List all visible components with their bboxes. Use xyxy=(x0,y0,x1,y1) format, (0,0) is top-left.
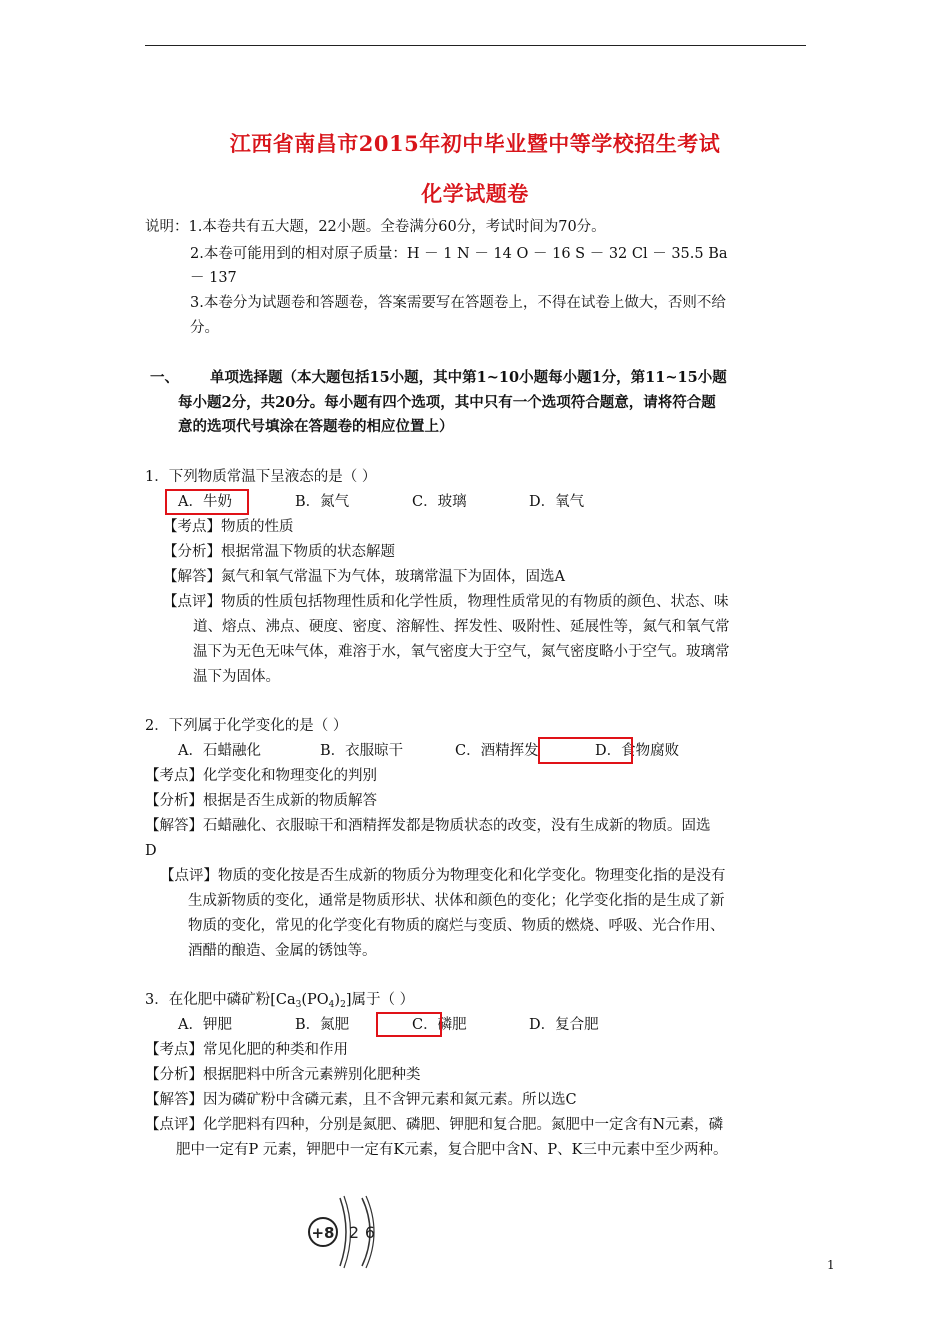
q3-answer-highlight xyxy=(376,1012,442,1037)
q3-stem-pre: 3．在化肥中磷矿粉[Ca xyxy=(145,992,296,1008)
page-number: 1 xyxy=(827,1258,835,1272)
shell-2-electrons: 6 xyxy=(364,1223,376,1242)
q3-sub-po4: 2 xyxy=(340,1000,346,1010)
q1-dianping-3: 温下为无色无味气体，难溶于水，氧气密度大于空气，氮气密度略小于空气。玻璃常 xyxy=(193,644,730,660)
instructions-line-3-cont: 分。 xyxy=(190,320,219,336)
q3-stem-mid: (PO xyxy=(301,992,329,1008)
q3-sub-ca: 3 xyxy=(295,1000,302,1010)
q2-fenxi: 【分析】根据是否生成新的物质解答 xyxy=(145,793,377,809)
q3-option-b: B．氮肥 xyxy=(295,1017,350,1033)
instructions-line-1: 说明：1.本卷共有五大题，22小题。全卷满分60分，考试时间为70分。 xyxy=(145,219,606,235)
q3-dianping-1: 【点评】化学肥料有四种，分别是氮肥、磷肥、钾肥和复合肥。氮肥中一定含有N元素，磷 xyxy=(145,1117,724,1133)
q1-stem: 1．下列物质常温下呈液态的是（ ） xyxy=(145,469,377,485)
section-heading-line-3: 意的选项代号填涂在答题卷的相应位置上） xyxy=(178,418,454,435)
section-heading-line-2: 每小题2分，共20分。每小题有四个选项，其中只有一个选项符合题意，请将符合题 xyxy=(178,394,716,411)
section-heading-line-1: 单项选择题（本大题包括15小题，其中第1~10小题每小题1分，第11~15小题 xyxy=(210,369,727,386)
q3-jieda: 【解答】因为磷矿粉中含磷元素，且不含钾元素和氮元素。所以选C xyxy=(145,1092,577,1108)
q2-option-b: B．衣服晾干 xyxy=(320,743,404,759)
q3-stem xyxy=(145,990,414,1015)
exam-subtitle: 化学试题卷 xyxy=(421,181,529,206)
q2-dianping-3: 物质的变化，常见的化学变化有物质的腐烂与变质、物质的燃烧、呼吸、光合作用、 xyxy=(188,918,725,934)
q3-kaodian: 【考点】常见化肥的种类和作用 xyxy=(145,1042,348,1058)
q2-stem: 2．下列属于化学变化的是（ ） xyxy=(145,718,348,734)
q1-dianping-4: 温下为固体。 xyxy=(193,669,280,685)
oxygen-atom-structure-diagram xyxy=(300,1180,420,1280)
q3-option-c: C．磷肥 xyxy=(412,1017,467,1033)
q2-dianping-4: 酒醋的酿造、金属的锈蚀等。 xyxy=(188,943,377,959)
q2-option-c: C．酒精挥发 xyxy=(455,743,539,759)
q2-option-d: D．食物腐败 xyxy=(595,743,680,759)
q1-option-a: A．牛奶 xyxy=(178,494,232,510)
q3-option-d: D．复合肥 xyxy=(529,1017,599,1033)
q2-jieda-1: 【解答】石蜡融化、衣服晾干和酒精挥发都是物质状态的改变，没有生成新的物质。固选 xyxy=(145,818,711,834)
q2-jieda-2: D xyxy=(145,843,157,859)
q3-stem-mid2: ) xyxy=(334,992,341,1008)
q3-dianping-2: 肥中一定有P 元素，钾肥中一定有K元素，复合肥中含N、P、K三中元素中至少两种。 xyxy=(176,1142,728,1158)
q3-sub-o: 4 xyxy=(328,1000,335,1010)
electron-shell-1-arc xyxy=(340,1198,346,1266)
q1-jieda: 【解答】氮气和氧气常温下为气体，玻璃常温下为固体，固选A xyxy=(163,569,565,585)
q1-option-d: D．氧气 xyxy=(529,494,585,510)
q2-kaodian: 【考点】化学变化和物理变化的判别 xyxy=(145,768,377,784)
section-number: 一、 xyxy=(150,369,179,386)
q2-dianping-1: 【点评】物质的变化按是否生成新的物质分为物理变化和化学变化。物理变化指的是没有 xyxy=(160,868,726,884)
q1-fenxi: 【分析】根据常温下物质的状态解题 xyxy=(163,544,395,560)
q3-fenxi: 【分析】根据肥料中所含元素辨别化肥种类 xyxy=(145,1067,421,1083)
q1-kaodian: 【考点】物质的性质 xyxy=(163,519,294,535)
q1-dianping-2: 道、熔点、沸点、硬度、密度、溶解性、挥发性、吸附性、延展性等，氮气和氧气常 xyxy=(193,619,730,635)
q3-stem-post: ]属于（ ） xyxy=(345,992,415,1008)
q2-answer-highlight xyxy=(538,737,633,764)
q3-option-a: A．钾肥 xyxy=(178,1017,232,1033)
instructions-line-2: 2.本卷可能用到的相对原子质量：H － 1 N － 14 O － 16 S － 32 Cl － 35.5 Ba xyxy=(190,246,728,262)
q1-answer-highlight xyxy=(165,489,249,515)
nucleus-charge: +8 xyxy=(311,1224,335,1242)
header-rule xyxy=(145,45,806,46)
q1-option-b: B．氮气 xyxy=(295,494,350,510)
exam-title: 江西省南昌市2015年初中毕业暨中等学校招生考试 xyxy=(229,131,721,156)
instructions-line-3: 3.本卷分为试题卷和答题卷，答案需要写在答题卷上，不得在试卷上做大，否则不给 xyxy=(190,295,726,311)
q1-option-c: C．玻璃 xyxy=(412,494,467,510)
instructions-line-2-cont: － 137 xyxy=(190,270,237,286)
q2-option-a: A．石蜡融化 xyxy=(178,743,261,759)
q2-dianping-2: 生成新物质的变化，通常是物质形状、状体和颜色的变化；化学变化指的是生成了新 xyxy=(188,893,725,909)
shell-1-electrons: 2 xyxy=(348,1223,360,1242)
q1-dianping-1: 【点评】物质的性质包括物理性质和化学性质，物理性质常见的有物质的颜色、状态、味 xyxy=(163,594,729,610)
